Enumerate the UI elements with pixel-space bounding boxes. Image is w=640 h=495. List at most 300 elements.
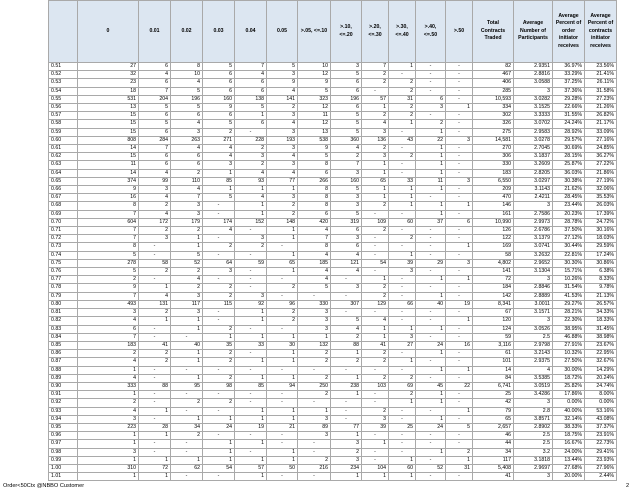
value-cell: - — [235, 251, 267, 259]
table-body — [49, 63, 617, 481]
value-cell: - — [298, 473, 331, 481]
value-cell: 13 — [298, 128, 331, 136]
value-cell: 179 — [171, 218, 203, 226]
value-cell: - — [416, 268, 446, 276]
value-cell: 26.82% — [585, 112, 617, 120]
value-cell: 9 — [298, 145, 331, 153]
value-cell: 1 — [78, 391, 139, 399]
value-cell: 14 — [78, 145, 139, 153]
value-cell: 37.36% — [553, 87, 585, 95]
value-cell: 3 — [362, 153, 389, 161]
value-cell: 4 — [267, 153, 298, 161]
value-cell: - — [362, 448, 389, 456]
value-cell: 8 — [298, 202, 331, 210]
price-cell: 0.86 — [49, 350, 78, 358]
value-cell: - — [416, 87, 446, 95]
value-cell: 3 — [514, 473, 553, 481]
price-cell: 0.68 — [49, 202, 78, 210]
value-cell: 161 — [473, 210, 514, 218]
value-cell: 35.53% — [585, 194, 617, 202]
value-cell: - — [446, 186, 473, 194]
value-cell: 420 — [298, 218, 331, 226]
value-cell: 238 — [331, 382, 362, 390]
value-cell: 266 — [298, 177, 331, 185]
value-cell: 3.0011 — [514, 300, 553, 308]
header-cell: Average Percent of order initiator receives — [553, 1, 585, 63]
table-row — [49, 95, 617, 103]
value-cell: 85 — [235, 382, 267, 390]
table-row — [49, 317, 617, 325]
value-cell: 2 — [362, 407, 389, 415]
value-cell: 29.57% — [553, 136, 585, 144]
value-cell: 184 — [473, 284, 514, 292]
value-cell: - — [389, 284, 416, 292]
value-cell: 3.1379 — [514, 235, 553, 243]
value-cell: - — [331, 407, 362, 415]
value-cell: 18 — [78, 87, 139, 95]
value-cell: - — [139, 440, 171, 448]
table-row — [49, 120, 617, 128]
value-cell: 2 — [203, 292, 235, 300]
price-cell: 0.63 — [49, 161, 78, 169]
value-cell: - — [389, 448, 416, 456]
value-cell: 1 — [416, 366, 446, 374]
value-cell: 3 — [267, 128, 298, 136]
value-cell: - — [446, 391, 473, 399]
value-cell: - — [235, 391, 267, 399]
value-cell: 21.13% — [585, 292, 617, 300]
value-cell: - — [389, 432, 416, 440]
table-row — [49, 104, 617, 112]
value-cell: 4 — [78, 317, 139, 325]
value-cell: 4 — [171, 79, 203, 87]
value-cell: 18.75% — [553, 432, 585, 440]
value-cell: 1 — [171, 325, 203, 333]
value-cell: - — [298, 366, 331, 374]
value-cell: 263 — [171, 136, 203, 144]
value-cell: 4 — [203, 145, 235, 153]
value-cell: 15 — [78, 112, 139, 120]
value-cell: - — [203, 202, 235, 210]
value-cell: 3.8571 — [514, 415, 553, 423]
value-cell: 2 — [139, 358, 171, 366]
value-cell: 46.88% — [553, 333, 585, 341]
value-cell: 1 — [78, 440, 139, 448]
value-cell: 41.53% — [553, 292, 585, 300]
value-cell: 8.00% — [585, 391, 617, 399]
value-cell: - — [203, 407, 235, 415]
value-cell: - — [298, 292, 331, 300]
value-cell: 2 — [78, 399, 139, 407]
value-cell: 467 — [473, 71, 514, 79]
value-cell: 2 — [203, 325, 235, 333]
value-cell: 2 — [267, 309, 298, 317]
value-cell: 1 — [416, 169, 446, 177]
value-cell: - — [446, 268, 473, 276]
value-cell: 3 — [267, 194, 298, 202]
value-cell: 21.41% — [585, 71, 617, 79]
value-cell: 110 — [171, 177, 203, 185]
table-row — [49, 333, 617, 341]
value-cell: 4 — [171, 186, 203, 194]
value-cell: 0.00% — [585, 399, 617, 407]
value-cell: 6.38% — [585, 268, 617, 276]
value-cell: 27.68% — [553, 464, 585, 472]
value-cell: - — [362, 210, 389, 218]
value-cell: 18.33% — [585, 317, 617, 325]
value-cell: 1 — [331, 473, 362, 481]
value-cell: - — [267, 432, 298, 440]
price-cell: 0.82 — [49, 317, 78, 325]
value-cell: 11 — [78, 161, 139, 169]
value-cell: - — [446, 194, 473, 202]
value-cell: 1 — [389, 202, 416, 210]
value-cell: 234 — [331, 464, 362, 472]
value-cell: - — [446, 210, 473, 218]
value-cell: 22.30% — [553, 317, 585, 325]
value-cell: 18.72% — [553, 374, 585, 382]
price-cell: 0.56 — [49, 104, 78, 112]
value-cell: 3.2609 — [514, 161, 553, 169]
value-cell: 1 — [389, 399, 416, 407]
table-row — [49, 63, 617, 71]
value-cell: - — [446, 333, 473, 341]
table-row — [49, 218, 617, 226]
value-cell: - — [235, 268, 267, 276]
header-cell: 0.02 — [171, 1, 203, 63]
value-cell: 2 — [171, 268, 203, 276]
value-cell: 3.2632 — [514, 251, 553, 259]
value-cell: 9 — [267, 79, 298, 87]
value-cell: 3 — [514, 87, 553, 95]
header-cell: 0.05 — [267, 1, 298, 63]
page-number: 2 — [626, 483, 630, 489]
value-cell: 1 — [139, 407, 171, 415]
value-cell: - — [416, 473, 446, 481]
value-cell: 27.19% — [585, 177, 617, 185]
table-row — [49, 186, 617, 194]
value-cell: 1 — [267, 268, 298, 276]
value-cell: 131 — [139, 300, 171, 308]
value-cell: 36.97% — [553, 63, 585, 71]
value-cell: 26.03% — [585, 202, 617, 210]
value-cell: 6 — [416, 95, 446, 103]
value-cell: - — [446, 87, 473, 95]
value-cell: 204 — [139, 95, 171, 103]
value-cell: 27.22% — [585, 161, 617, 169]
value-cell: 3 — [362, 128, 389, 136]
value-cell: - — [267, 243, 298, 251]
value-cell: 4 — [78, 358, 139, 366]
value-cell: 228 — [235, 136, 267, 144]
value-cell: 40 — [171, 341, 203, 349]
table-row — [49, 300, 617, 308]
value-cell: 8,341 — [473, 300, 514, 308]
value-cell: 250 — [298, 382, 331, 390]
value-cell: 54 — [362, 259, 389, 267]
value-cell: 3.1571 — [514, 309, 553, 317]
price-cell: 1.00 — [49, 464, 78, 472]
value-cell: 103 — [362, 382, 389, 390]
value-cell: 3 — [78, 309, 139, 317]
value-cell: 1 — [171, 317, 203, 325]
value-cell: - — [267, 399, 298, 407]
table-row — [49, 350, 617, 358]
table-row — [49, 87, 617, 95]
value-cell: 3.0588 — [514, 79, 553, 87]
value-cell: 3.1818 — [514, 456, 553, 464]
value-cell: 126 — [473, 227, 514, 235]
value-cell: - — [203, 276, 235, 284]
value-cell: 2 — [78, 350, 139, 358]
value-cell: 6 — [139, 161, 171, 169]
value-cell: 33 — [235, 341, 267, 349]
value-cell: 3.5385 — [514, 374, 553, 382]
value-cell: 216 — [298, 464, 331, 472]
value-cell: - — [139, 366, 171, 374]
value-cell: 3 — [171, 309, 203, 317]
value-cell: - — [389, 350, 416, 358]
price-cell: 0.65 — [49, 177, 78, 185]
table-row — [49, 448, 617, 456]
value-cell: 3 — [446, 136, 473, 144]
value-cell: 3 — [514, 276, 553, 284]
value-cell: 5 — [331, 71, 362, 79]
value-cell: 406 — [473, 79, 514, 87]
value-cell: - — [139, 333, 171, 341]
value-cell: 185 — [298, 259, 331, 267]
value-cell: - — [171, 407, 203, 415]
value-cell: 25 — [473, 391, 514, 399]
value-cell: 3 — [389, 268, 416, 276]
price-cell: 0.60 — [49, 136, 78, 144]
value-cell: - — [416, 227, 446, 235]
price-cell: 0.92 — [49, 399, 78, 407]
value-cell: - — [416, 243, 446, 251]
value-cell: 1 — [416, 391, 446, 399]
value-cell: - — [389, 415, 416, 423]
table-row — [49, 382, 617, 390]
value-cell: 58 — [139, 259, 171, 267]
value-cell: 24.85% — [585, 145, 617, 153]
value-cell: 1 — [389, 358, 416, 366]
value-cell: 330 — [473, 161, 514, 169]
value-cell: 4 — [267, 87, 298, 95]
value-cell: 27.96% — [585, 464, 617, 472]
value-cell: - — [139, 399, 171, 407]
value-cell: - — [139, 374, 171, 382]
value-cell: 136 — [362, 136, 389, 144]
value-cell: 30 — [267, 341, 298, 349]
value-cell: 1 — [203, 448, 235, 456]
value-cell: 285 — [473, 87, 514, 95]
value-cell: 2.9798 — [514, 341, 553, 349]
price-cell: 0.96 — [49, 432, 78, 440]
value-cell: 3.0702 — [514, 120, 553, 128]
value-cell: 4 — [331, 145, 362, 153]
value-cell: 7 — [139, 145, 171, 153]
value-cell: 169 — [473, 243, 514, 251]
value-cell: 334 — [473, 104, 514, 112]
value-cell: 5 — [203, 63, 235, 71]
value-cell: 28.78% — [553, 218, 585, 226]
value-cell: 8 — [298, 161, 331, 169]
header-cell: >.20, <=.30 — [362, 1, 389, 63]
value-cell: - — [416, 79, 446, 87]
header-row — [49, 1, 617, 63]
value-cell: 37.25% — [553, 79, 585, 87]
value-cell: 29.41% — [585, 448, 617, 456]
value-cell: 2 — [389, 153, 416, 161]
value-cell: 7 — [78, 210, 139, 218]
value-cell: 60 — [389, 218, 416, 226]
value-cell: 160 — [203, 95, 235, 103]
value-cell: 15 — [78, 120, 139, 128]
price-cell: 0.87 — [49, 358, 78, 366]
header-cell: >.05, <=.10 — [298, 1, 331, 63]
value-cell: 6 — [235, 79, 267, 87]
value-cell: 28 — [139, 423, 171, 431]
value-cell: 3.0526 — [514, 325, 553, 333]
value-cell: 1 — [267, 407, 298, 415]
value-cell: 30.00% — [553, 366, 585, 374]
value-cell: - — [203, 309, 235, 317]
value-cell: 9.78% — [585, 284, 617, 292]
value-cell: - — [203, 473, 235, 481]
value-cell: 59 — [473, 333, 514, 341]
value-cell: 2 — [331, 333, 362, 341]
value-cell: 31.55% — [553, 112, 585, 120]
value-cell: - — [171, 333, 203, 341]
value-cell: 28.15% — [553, 153, 585, 161]
value-cell: - — [235, 227, 267, 235]
value-cell: 1 — [235, 309, 267, 317]
value-cell: 2 — [298, 358, 331, 366]
value-cell: 22.95% — [585, 350, 617, 358]
value-cell: 183 — [78, 341, 139, 349]
value-cell: 1 — [362, 104, 389, 112]
value-cell: - — [267, 325, 298, 333]
value-cell: - — [446, 309, 473, 317]
price-cell: 0.55 — [49, 95, 78, 103]
value-cell: 33 — [389, 177, 416, 185]
value-cell: 3 — [298, 415, 331, 423]
value-cell: 6 — [298, 169, 331, 177]
value-cell: 3.1304 — [514, 268, 553, 276]
value-cell: 302 — [473, 112, 514, 120]
value-cell: 6 — [171, 153, 203, 161]
value-cell: 61 — [473, 350, 514, 358]
value-cell: 1 — [235, 358, 267, 366]
value-cell: 23.91% — [585, 432, 617, 440]
value-cell: 3.0297 — [514, 177, 553, 185]
value-cell: 65 — [473, 415, 514, 423]
value-cell: 99 — [139, 177, 171, 185]
value-cell: 5 — [171, 251, 203, 259]
value-cell: 6 — [171, 112, 203, 120]
value-cell: 2 — [139, 268, 171, 276]
value-cell: 23 — [78, 79, 139, 87]
value-cell: 26.57% — [585, 300, 617, 308]
value-cell: 104 — [362, 464, 389, 472]
value-cell: 374 — [78, 177, 139, 185]
value-cell: 1 — [203, 440, 235, 448]
header-cell: >.50 — [446, 1, 473, 63]
value-cell: 29.28% — [553, 95, 585, 103]
value-cell: 4 — [171, 120, 203, 128]
value-cell: 5 — [203, 120, 235, 128]
value-cell: 5 — [139, 104, 171, 112]
value-cell: 3 — [78, 415, 139, 423]
value-cell: 1 — [362, 276, 389, 284]
table-row — [49, 456, 617, 464]
value-cell: 1 — [389, 120, 416, 128]
value-cell: 1 — [362, 440, 389, 448]
value-cell: 1 — [298, 407, 331, 415]
value-cell: 1 — [446, 276, 473, 284]
value-cell: - — [203, 432, 235, 440]
value-cell: - — [446, 63, 473, 71]
value-cell: - — [235, 276, 267, 284]
price-cell: 0.58 — [49, 120, 78, 128]
table-row — [49, 276, 617, 284]
value-cell: 10 — [298, 63, 331, 71]
value-cell: 2 — [389, 391, 416, 399]
value-cell: 40 — [416, 300, 446, 308]
value-cell: 1 — [203, 333, 235, 341]
value-cell: 7 — [331, 161, 362, 169]
value-cell: 25 — [389, 423, 416, 431]
value-cell: 323 — [298, 95, 331, 103]
table-row — [49, 415, 617, 423]
value-cell: 2 — [235, 243, 267, 251]
value-cell: 11 — [298, 112, 331, 120]
value-cell: 24 — [203, 423, 235, 431]
value-cell: 196 — [171, 95, 203, 103]
value-cell: 2.8902 — [514, 423, 553, 431]
table-row — [49, 202, 617, 210]
value-cell: - — [446, 235, 473, 243]
value-cell: - — [416, 71, 446, 79]
value-cell: 30.69% — [553, 145, 585, 153]
value-cell: 3.1837 — [514, 153, 553, 161]
value-cell: - — [416, 194, 446, 202]
value-cell: 8 — [78, 243, 139, 251]
value-cell: 3 — [171, 292, 203, 300]
value-cell: 36.03% — [553, 169, 585, 177]
value-cell: - — [171, 473, 203, 481]
value-cell: 5 — [331, 317, 362, 325]
value-cell: 4 — [171, 276, 203, 284]
price-cell: 0.74 — [49, 251, 78, 259]
value-cell: 1 — [171, 415, 203, 423]
value-cell: 278 — [78, 259, 139, 267]
value-cell: 12 — [298, 71, 331, 79]
value-cell: 3 — [298, 325, 331, 333]
value-cell: 1 — [235, 473, 267, 481]
value-cell: 3 — [267, 71, 298, 79]
value-cell: 32 — [78, 71, 139, 79]
value-cell: - — [331, 309, 362, 317]
value-cell: 3 — [171, 202, 203, 210]
value-cell: - — [446, 169, 473, 177]
value-cell: 284 — [139, 136, 171, 144]
value-cell: 29 — [416, 259, 446, 267]
value-cell: 5 — [298, 284, 331, 292]
value-cell: 29.59% — [585, 243, 617, 251]
value-cell: 319 — [331, 218, 362, 226]
value-cell: - — [298, 440, 331, 448]
